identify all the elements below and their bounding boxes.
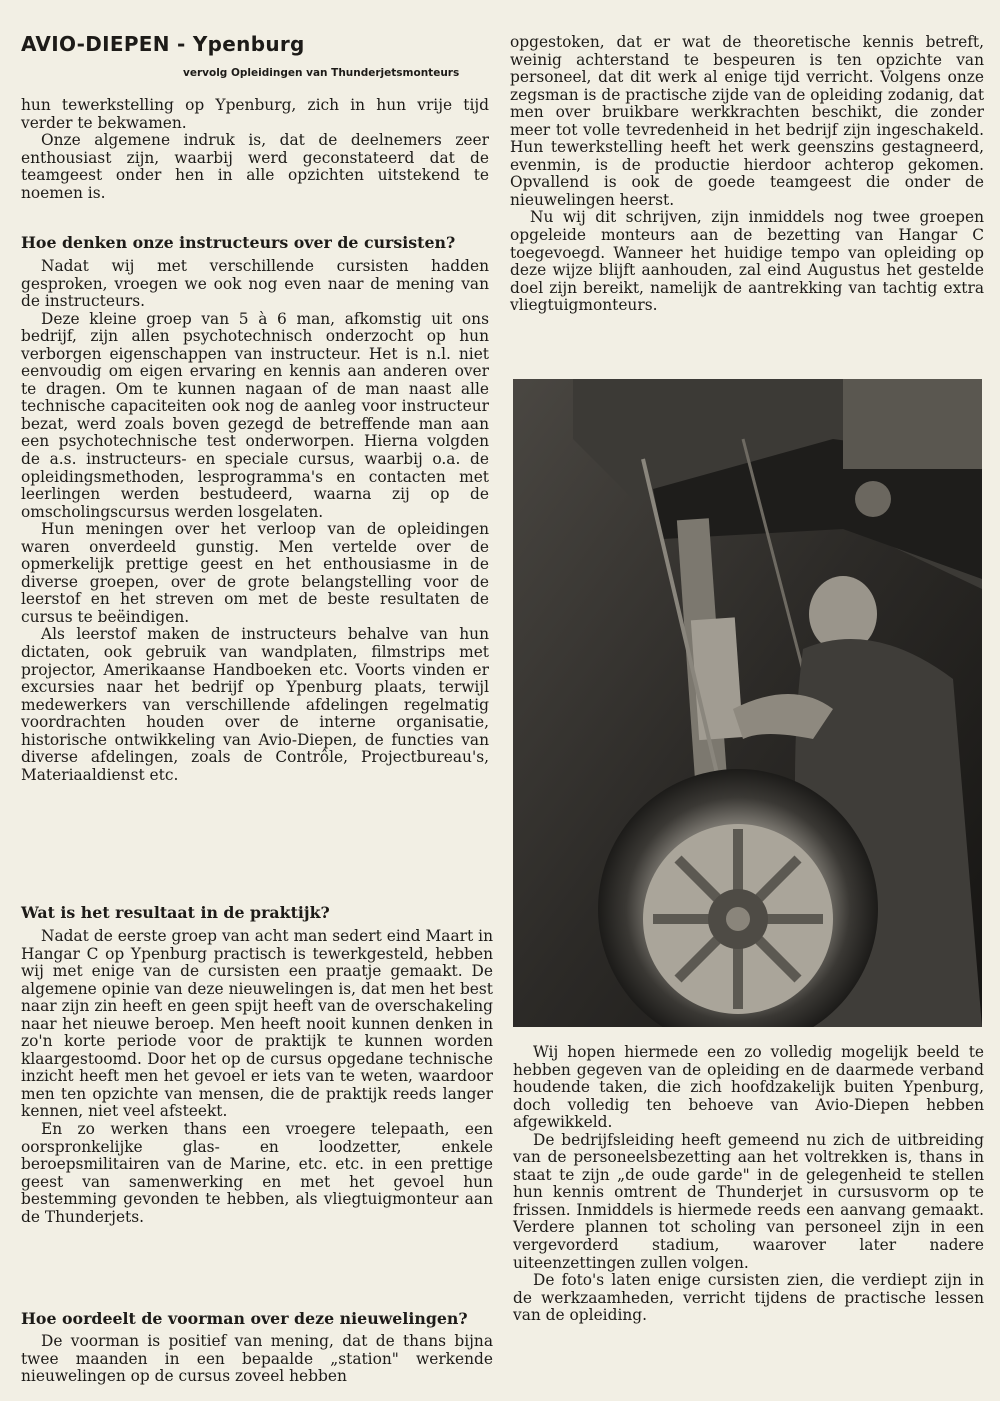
paragraph: Deze kleine groep van 5 à 6 man, afkomstig uit ons bedrijf, zijn allen psychotechnisch onderzocht op hun verborgen eigenschappen van instructeur. Het is n.l. niet eenvoudig om eigen ervaring en kennis aan anderen over te dragen. Om te kunnen nagaan of de man naast alle technische capaciteiten ook nog de aanleg voor instructeur bezat, werd zoals boven gezegd de betreffende man aan een psychotechnische test onderworpen. Hierna volgden de a.s. instructeurs- en speciale cursus, waarbij o.a. de opleidingsmethoden, lesprogramma's en contacten met leerlingen werden bestudeerd, waarna zij op de omscholingscursus werden losgelaten. <box>21 309 489 521</box>
paragraph: Nu wij dit schrijven, zijn inmiddels nog twee groepen opgeleide monteurs aan de bezetting van Hangar C toegevoegd. Wanneer het huidige tempo van opleiding op deze wijze blijft aanhouden, zal eind Augustus het gestelde doel zijn bereikt, namelijk de aantrekking van tachtig extra vliegtuigmonteurs. <box>510 208 984 315</box>
paragraph: De bedrijfsleiding heeft gemeend nu zich de uitbreiding van de personeelsbezetting aan het voltrekken is, thans in staat te zijn „de oude garde" in de gelegenheid te stellen hun kennis omtrent de Thunderjet in cursusvorm op te frissen. Inmiddels is hiermede reeds een aanvang gemaakt. Verdere plannen tot scholing van personeel zijn in een vergevorderd stadium, waarover later nadere uiteenzettingen zullen volgen. <box>513 1130 984 1272</box>
paragraph: hun tewerkstelling op Ypenburg, zich in hun vrije tijd verder te bekwamen. <box>21 96 489 132</box>
paragraph: opgestoken, dat er wat de theoretische kennis betreft, weinig achterstand te bespeuren is ten opzichte van personeel, dat dit werk al enige tijd verricht. Volgens onze zegsman is de practische zijde van de opleiding zodanig, dat men over bruikbare werkkrachten beschikt, die zonder meer tot volle tevredenheid in het bedrijf zijn ingeschakeld. Hun tewerkstelling heeft het werk geenszins gestagneerd, evenmin, is de productie hierdoor achterop gekomen. Opvallend is ook de goede teamgeest die onder de nieuwelingen heerst. <box>510 33 984 209</box>
right-top-text <box>510 34 984 315</box>
section-foreman-text <box>21 1333 493 1386</box>
right-bottom-text <box>513 1044 984 1325</box>
paragraph: En zo werken thans een vroegere telepaath, een oorspronkelijke glas- en loodzetter, enkele beroepsmilitairen van de Marine, etc. etc. in een prettige geest van samenwerking en met het gevoel hun bestemming gevonden te hebben, als vliegtuigmonteur aan de Thunderjets. <box>21 1120 493 1226</box>
paragraph: Hun meningen over het verloop van de opleidingen waren onverdeeld gunstig. Men vertelde over de opmerkelijk prettige geest en het enthousiasme in de diverse groepen, over de grote belangstelling voor de leerstof en het streven om met de beste resultaten de cursus te beëindigen. <box>21 520 489 626</box>
section-heading-foreman: Hoe oordeelt de voorman over deze nieuwelingen? <box>21 1309 468 1328</box>
paragraph: Onze algemene indruk is, dat de deelnemers zeer enthousiast zijn, waarbij werd geconstateerd dat de teamgeest onder hen in alle opzichten uitstekend te noemen is. <box>21 131 489 202</box>
photo-mechanic-landing-gear <box>513 379 982 1027</box>
article-title: AVIO-DIEPEN - Ypenburg <box>21 32 305 56</box>
section-instructors-text <box>21 258 489 784</box>
section-heading-result: Wat is het resultaat in de praktijk? <box>21 903 330 922</box>
section-result-text <box>21 928 493 1226</box>
article-subtitle: vervolg Opleidingen van Thunderjetsmonteurs <box>183 67 460 79</box>
paragraph: Nadat wij met verschillende cursisten hadden gesproken, vroegen we ook nog even naar de mening van de instructeurs. <box>21 257 489 311</box>
paragraph: Nadat de eerste groep van acht man sedert eind Maart in Hangar C op Ypenburg practisch is tewerkgesteld, hebben wij met enige van de cursisten een praatje gemaakt. De algemene opinie van deze nieuwelingen is, dat men het best naar zijn zin heeft en geen spijt heeft van de overschakeling naar het nieuwe beroep. Men heeft nooit kunnen denken in zo'n korte periode voor de praktijk te kunnen worden klaargestoomd. Door het op de cursus opgedane technische inzicht heeft men het gevoel er iets van te weten, waardoor men ten opzichte van mensen, die de praktijk reeds langer kennen, niet veel afsteekt. <box>21 927 493 1121</box>
intro-text <box>21 97 489 202</box>
paragraph: De voorman is positief van mening, dat de thans bijna twee maanden in een bepaalde „station" werkende nieuwelingen op de cursus zoveel hebben <box>21 1332 493 1386</box>
paragraph: De foto's laten enige cursisten zien, die verdiept zijn in de werkzaamheden, verricht tijdens de practische lessen van de opleiding. <box>513 1271 984 1325</box>
section-heading-instructors: Hoe denken onze instructeurs over de cursisten? <box>21 233 456 252</box>
photo-illustration <box>513 379 982 1027</box>
paragraph: Wij hopen hiermede een zo volledig mogelijk beeld te hebben gegeven van de opleiding en de daarmede verband houdende taken, die zich hoofdzakelijk buiten Ypenburg, doch volledig ten behoeve van Avio-Diepen hebben afgewikkeld. <box>513 1043 984 1132</box>
paragraph: Als leerstof maken de instructeurs behalve van hun dictaten, ook gebruik van wandplaten, filmstrips met projector, Amerikaanse Handboeken etc. Voorts vinden er excursies naar het bedrijf op Ypenburg plaats, terwijl medewerkers van verschillende afdelingen regelmatig voordrachten houden over de interne organisatie, historische ontwikkeling van Avio-Diepen, de functies van diverse afdelingen, zoals de Contrôle, Projectbureau's, Materiaaldienst etc. <box>21 625 489 784</box>
